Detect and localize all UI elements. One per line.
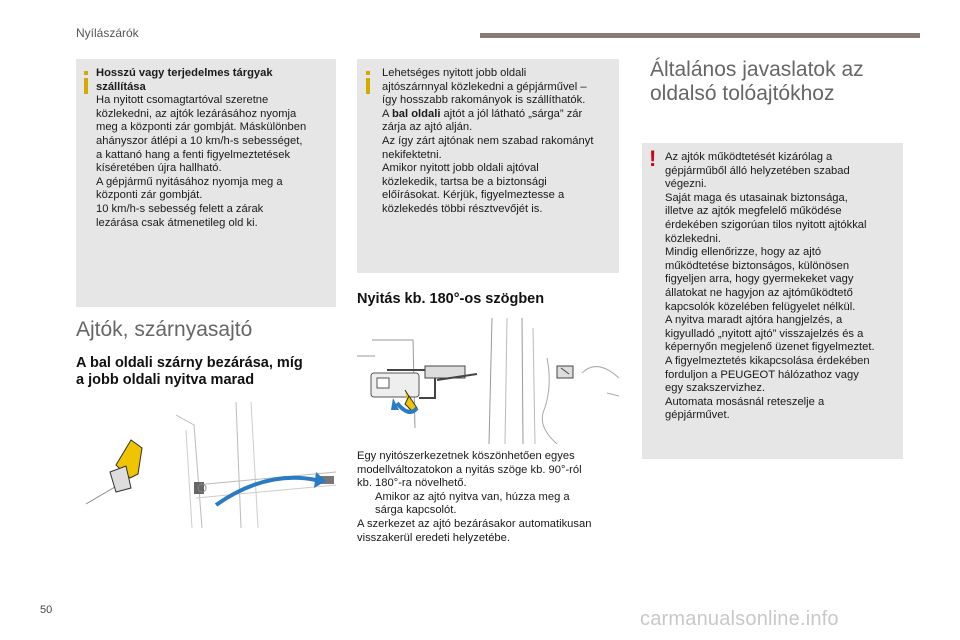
text-line: 10 km/h-s sebesség felett a zárak: [96, 202, 264, 215]
text-line: gépjárműből álló helyzetében szabad: [665, 164, 850, 177]
header-accent-bar: [480, 33, 920, 38]
text-line: közlekedni, az ajtók lezárásához nyomja: [96, 107, 297, 120]
general-title-line1: Általános javaslatok az: [650, 58, 864, 81]
text-line: Mindig ellenőrizze, hogy az ajtó: [665, 246, 822, 259]
text-line: visszakerül eredeti helyzetébe.: [357, 531, 510, 544]
text-line: figyeljen arra, hogy gyermekeket vagy: [665, 273, 854, 286]
text-line: A gépjármű nyitásához nyomja meg a: [96, 175, 283, 188]
opening-section-title: Nyitás kb. 180°-os szögben: [357, 291, 545, 307]
text-line: Automata mosásnál reteszelje a: [665, 395, 825, 408]
text-line: kb. 180°-ra növelhető.: [357, 477, 467, 490]
watermark: carmanualsonline.info: [640, 608, 839, 630]
bold-text: bal oldali: [391, 107, 441, 120]
text-line: ahányszor átlépi a 10 km/h-s sebességet,: [96, 134, 303, 147]
text-line: Ha nyitott csomagtartóval szeretne: [96, 94, 269, 107]
doors-section-title: Ajtók, szárnyasajtó: [76, 318, 253, 341]
text-line: modellváltozatokon a nyitás szöge kb. 90°-ról: [357, 463, 582, 476]
doors-subtitle-line1: A bal oldali szárny bezárása, míg: [76, 355, 303, 371]
text-line: végezni.: [665, 178, 707, 191]
info-box-open-door-text: [382, 67, 593, 217]
text-line: kigyulladó „nyitott ajtó” visszajelzés és a: [665, 327, 864, 340]
text-line: meg a központi zár gombját. Máskülönben: [96, 121, 307, 134]
opening-section-text: [357, 450, 591, 545]
bullet-text: Amikor az ajtó nyitva van, húzza meg a: [375, 490, 570, 503]
text-line: Saját maga és utasainak biztonsága,: [665, 191, 848, 204]
info-icon: [366, 78, 370, 94]
text-line: gépjárművet.: [665, 409, 730, 422]
text-line: így hosszabb rakományok is szállíthatók.: [382, 94, 586, 107]
doors-subtitle: [76, 355, 303, 389]
text-line: előírásokat. Kérjük, figyelmeztesse a: [382, 189, 565, 202]
text-line: érdekében szigorúan tilos nyitott ajtókkal: [665, 218, 867, 231]
bullet-continuation: sárga kapcsolót.: [375, 504, 457, 517]
bullet-item: [357, 491, 591, 505]
text-line: kíséretében újra hallható.: [96, 162, 222, 175]
text-line: működtetése biztonságos, különösen: [665, 259, 850, 272]
text-line: közlekedni.: [665, 232, 721, 245]
text-line: nekifektetni.: [382, 148, 442, 161]
info-icon: [84, 78, 88, 94]
text-line: A szerkezet az ajtó bezárásakor automatikusan: [357, 517, 592, 530]
text-span: ajtót a jól látható „sárga” zár: [440, 107, 583, 120]
info-box-title-line2: szállítása: [96, 80, 146, 93]
general-title-line2: oldalsó tolóajtókhoz: [650, 82, 835, 105]
info-box-long-loads-text: [96, 67, 306, 230]
text-line: A nyitva maradt ajtóra hangjelzés, a: [665, 314, 843, 327]
warning-box-text: [665, 151, 875, 423]
text-line: központi zár gombját.: [96, 189, 203, 202]
warning-icon: !: [649, 146, 657, 171]
section-header: Nyílászárók: [76, 26, 139, 40]
text-line: Amikor nyitott jobb oldali ajtóval: [382, 162, 539, 175]
text-line: a kattanó hang a fenti figyelmeztetések: [96, 148, 291, 161]
text-line: közlekedik, tartsa be a biztonsági: [382, 175, 547, 188]
text-line: állatokat ne hagyjon az ajtóműködtető: [665, 286, 853, 299]
text-line: Egy nyitószerkezetnek köszönhetően egyes: [357, 450, 575, 462]
text-line: ajtószárnnyal közlekedni a gépjárművel –: [382, 80, 587, 93]
info-box-title-line1: Hosszú vagy terjedelmes tárgyak: [96, 67, 273, 79]
text-line: lezárása csak átmenetileg old ki.: [96, 216, 258, 229]
text-line: közlekedés többi résztvevőjét is.: [382, 202, 543, 215]
hinge-mechanism-illustration: [357, 318, 619, 444]
text-line: képernyőn megjelenő üzenet figyelmeztet.: [665, 341, 875, 354]
text-line: Lehetséges nyitott jobb oldali: [382, 67, 527, 79]
page-number: 50: [40, 604, 53, 616]
text-span: A: [382, 107, 392, 120]
text-line: egy szakszervizhez.: [665, 382, 766, 395]
general-section-title: [650, 58, 864, 106]
doors-subtitle-line2: a jobb oldali nyitva marad: [76, 372, 255, 388]
text-line: zárja az ajtó alján.: [382, 121, 473, 134]
left-door-latch-illustration: [76, 400, 336, 530]
text-line: Az így zárt ajtónak nem szabad rakományt: [382, 134, 594, 147]
text-line: [382, 108, 593, 122]
text-line: Az ajtók működtetését kizárólag a: [665, 151, 833, 163]
text-line: forduljon a PEUGEOT hálózathoz vagy: [665, 368, 859, 381]
text-line: A figyelmeztetés kikapcsolása érdekében: [665, 354, 870, 367]
text-line: kapcsolók közelében felügyelet nélkül.: [665, 300, 856, 313]
text-line: illetve az ajtók megfelelő működése: [665, 205, 842, 218]
